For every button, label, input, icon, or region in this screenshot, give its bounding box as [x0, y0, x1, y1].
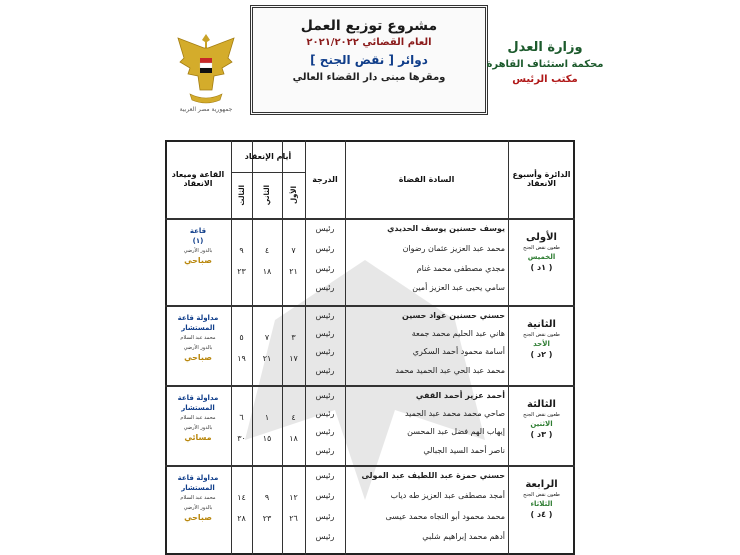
session-day-number: ٧	[264, 333, 270, 342]
hall-line1: مداولة قاعة	[177, 474, 219, 482]
judge-degree: رئيس	[315, 511, 335, 521]
circuit-cell	[508, 479, 575, 519]
header-day2-text: الثاني	[263, 184, 271, 206]
session-day-number: ١٨	[262, 267, 272, 276]
session-day-number: ٢٣	[262, 514, 272, 523]
circuit-day: الثلاثاء	[530, 500, 553, 508]
ministry-name: وزارة العدل	[507, 40, 583, 55]
court-name: محكمة استئناف القاهرة	[486, 59, 604, 70]
emblem-caption: جمهورية مصر العربية	[179, 106, 233, 113]
header-circuit-text: الدائرة وأسبوع الانعقاد	[512, 170, 571, 188]
location-line: ومقرها مبنى دار القضاء العالي	[292, 72, 446, 83]
circuit-day: الخميس	[527, 253, 556, 261]
session-day-number: ٩	[239, 246, 244, 255]
header-judges	[345, 140, 508, 218]
session-day-number: ٢٨	[237, 514, 246, 523]
circuit-cell	[508, 399, 575, 439]
judge-name: مجدي مصطفى محمد غنام	[416, 263, 505, 273]
judge-degree: رئيس	[315, 283, 335, 293]
judge-name: محمد محمود أبو النجاه محمد عيسى	[385, 511, 505, 521]
session-day-number: ٢١	[262, 354, 272, 363]
header-hall	[165, 140, 231, 218]
judge-degree: رئيس	[315, 347, 335, 357]
header-day3-text: الثالث	[237, 184, 246, 206]
egypt-eagle-emblem-icon	[176, 28, 236, 114]
circuit-cell	[508, 232, 575, 272]
circuit-type: طعون نقض الجنح	[523, 412, 560, 418]
judge-degree: رئيس	[315, 427, 335, 437]
circuit-number: ( ٤د )	[530, 510, 553, 519]
hall-line1: قاعة	[189, 227, 207, 235]
judge-name: حسني حمزة عبد اللطيف عبد المولى	[361, 471, 505, 480]
hall-cell	[165, 393, 231, 443]
hall-cell	[165, 226, 231, 266]
session-day-number: ٤	[264, 246, 270, 255]
judge-degree: رئيس	[315, 365, 335, 375]
session-day-number: ١٥	[262, 434, 272, 443]
session-day-number: ٩	[264, 493, 270, 502]
session-day-number: ٢٣	[237, 267, 246, 276]
hall-line3: محمد عبد السلام	[180, 415, 216, 421]
header-day1	[282, 172, 305, 218]
hall-line3: محمد عبد السلام	[180, 335, 216, 341]
judge-name: إيهاب الهم فضل عبد المحسن	[407, 427, 505, 437]
hall-line2: (١)	[192, 237, 204, 245]
judge-degree: رئيس	[315, 409, 335, 419]
hall-line2: المستشار	[181, 404, 215, 412]
title-box	[250, 5, 488, 115]
row-divider	[165, 385, 575, 387]
header-days-text: أيام الإنعقاد	[244, 151, 292, 161]
header-degree-text: الدرجة	[312, 174, 338, 184]
circuit-name: الرابعة	[525, 479, 558, 490]
header-judges-text: السادة القضاة	[398, 174, 455, 184]
session-day-number: ١٩	[237, 354, 246, 363]
judge-degree: رئيس	[315, 311, 335, 320]
hall-line4: بالدور الأرضي	[183, 505, 213, 511]
session-day-number: ١٧	[289, 354, 298, 363]
judge-degree: رئيس	[315, 471, 335, 480]
judge-name: هاني عبد الحليم محمد جمعة	[411, 329, 505, 339]
hall-line3: محمد عبد السلام	[180, 495, 216, 501]
row-divider	[165, 218, 575, 220]
judge-degree: رئيس	[315, 445, 335, 455]
session-day-number: ٦	[239, 413, 244, 422]
hall-line4: بالدور الأرضي	[183, 248, 213, 254]
circuit-type: طعون نقض الجنح	[523, 332, 560, 338]
header-day2	[252, 172, 282, 218]
header-hall-text: القاعة وميعاد الانعقاد	[171, 170, 225, 188]
session-day-number: ٣٠	[237, 434, 246, 443]
circuit-number: ( ١د )	[530, 263, 553, 272]
office-name: مكتب الرئيس	[512, 74, 578, 85]
circuit-number: ( ٢د )	[530, 350, 553, 359]
judge-name: أمجد مصطفى عبد العزيز طه دياب	[390, 491, 505, 501]
hall-cell	[165, 313, 231, 363]
header-days	[231, 140, 305, 172]
judge-name: حسني حسنين عواد حسين	[402, 311, 505, 320]
judge-name: صاحي محمد محمد عبد الحميد	[404, 409, 505, 419]
session-day-number: ٥	[239, 333, 244, 342]
session-day-number: ٣	[291, 333, 296, 342]
session-day-number: ١٨	[289, 434, 298, 443]
judge-degree: رئيس	[315, 491, 335, 501]
judicial-year: العام القضائي ٢٠٢١/٢٠٢٢	[306, 37, 432, 48]
row-divider	[165, 305, 575, 307]
hall-cell	[165, 473, 231, 523]
header-circuit	[508, 140, 575, 218]
circuit-day: الأحد	[533, 340, 550, 348]
judge-name: أسامة محمود أحمد السكري	[412, 347, 505, 357]
header-degree	[305, 140, 345, 218]
session-day-number: ٤	[291, 413, 296, 422]
judge-name: أحمد عزير أحمد القفي	[415, 391, 505, 400]
circuit-name: الأولى	[526, 232, 557, 243]
hall-shift: صباحي	[184, 256, 212, 265]
judge-name: سامي يحيى عبد العزيز أمين	[412, 283, 505, 293]
hall-shift: صباحي	[184, 353, 212, 362]
header-day1-text: الأول	[289, 185, 298, 205]
judge-degree: رئيس	[315, 329, 335, 339]
hall-shift: مسائي	[184, 433, 212, 442]
circuit-name: الثالثة	[527, 399, 556, 410]
session-day-number: ٢٦	[289, 514, 298, 523]
judge-name: يوسف حسنين يوسف الحديدي	[387, 224, 505, 233]
judge-degree: رئيس	[315, 391, 335, 400]
hall-line1: مداولة قاعة	[177, 394, 219, 402]
header-day3	[231, 172, 252, 218]
hall-line2: المستشار	[181, 324, 215, 332]
circuits-heading: دوائر [ نقض الجنح ]	[310, 53, 428, 67]
hall-line4: بالدور الأرضي	[183, 345, 213, 351]
hall-line4: بالدور الأرضي	[183, 425, 213, 431]
circuit-cell	[508, 319, 575, 359]
session-day-number: ١٢	[289, 493, 298, 502]
session-day-number: ١٤	[237, 493, 246, 502]
hall-line1: مداولة قاعة	[177, 314, 219, 322]
circuit-type: طعون نقض الجنح	[523, 245, 560, 251]
session-day-number: ٧	[291, 246, 296, 255]
document-title: مشروع توزيع العمل	[300, 18, 438, 34]
hall-line2: المستشار	[181, 484, 215, 492]
judge-degree: رئيس	[315, 532, 335, 542]
session-day-number: ٢١	[289, 267, 298, 276]
judge-degree: رئيس	[315, 243, 335, 253]
circuit-name: الثانية	[527, 319, 556, 330]
judge-name: محمد عبد الحي عبد الحميد محمد	[395, 365, 505, 375]
judge-name: محمد عبد العزيز عثمان رضوان	[402, 243, 505, 253]
judge-name: أدهم محمد إبراهيم شلبي	[422, 532, 505, 542]
circuit-day: الاثنين	[530, 420, 553, 428]
judge-name: ناصر أحمد السيد الجبالي	[423, 445, 505, 455]
circuit-type: طعون نقض الجنح	[523, 492, 560, 498]
circuit-number: ( ٣د )	[530, 430, 553, 439]
session-day-number: ١	[264, 413, 270, 422]
hall-shift: صباحي	[184, 513, 212, 522]
ministry-block	[470, 40, 620, 85]
judge-degree: رئيس	[315, 224, 335, 233]
row-divider	[165, 465, 575, 467]
judge-degree: رئيس	[315, 263, 335, 273]
